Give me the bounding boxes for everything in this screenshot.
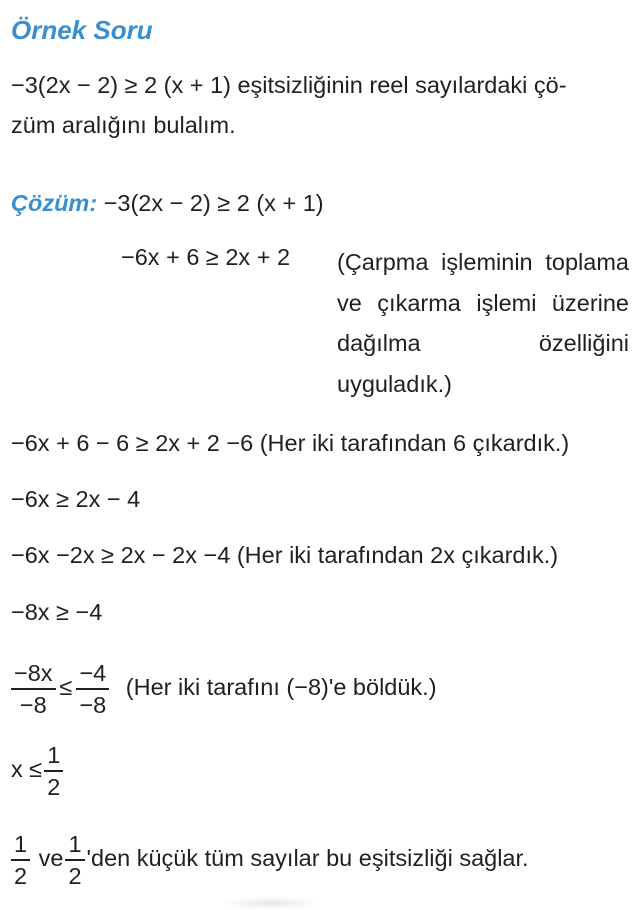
conclusion-numerator-2: 1 bbox=[65, 829, 84, 861]
step6-right-fraction bbox=[76, 658, 109, 720]
step7-numerator: 1 bbox=[44, 740, 63, 772]
conclusion-row bbox=[9, 829, 529, 891]
solution-expression: −3(2x − 2) ≥ 2 (x + 1) bbox=[103, 190, 324, 216]
step7-row bbox=[11, 740, 65, 802]
step6-operator: ≤ bbox=[59, 674, 73, 701]
conclusion-text: 'den küçük tüm sayılar bu eşitsizliği sağlar. bbox=[86, 845, 529, 872]
step1-note: (Çarpma işleminin toplama ve çıkarma işlemi üzerine dağılma özelliğini uyguladık.) bbox=[337, 249, 629, 397]
step6-left-numerator: −8x bbox=[11, 658, 56, 690]
step7-fraction bbox=[44, 740, 63, 802]
step6-right-denominator: −8 bbox=[79, 692, 107, 718]
conclusion-denominator-1: 2 bbox=[14, 863, 28, 889]
step6-left-denominator: −8 bbox=[19, 692, 47, 718]
step5-line: −8x ≥ −4 bbox=[11, 599, 103, 625]
conclusion-fraction-1 bbox=[11, 829, 30, 891]
solution-row bbox=[11, 188, 324, 218]
question-line-2: züm aralığını bulalım. bbox=[11, 112, 236, 138]
conclusion-denominator-2: 2 bbox=[68, 863, 82, 889]
step6-row bbox=[9, 658, 437, 720]
conclusion-and: ve bbox=[38, 845, 64, 872]
conclusion-numerator-1: 1 bbox=[11, 829, 30, 861]
step4-line: −6x −2x ≥ 2x − 2x −4 (Her iki tarafından 2x çıkardık.) bbox=[11, 542, 559, 568]
solution-label: Çözüm: bbox=[11, 190, 98, 216]
conclusion-fraction-2 bbox=[65, 829, 84, 891]
step2-line: −6x + 6 − 6 ≥ 2x + 2 −6 (Her iki tarafından 6 çıkardık.) bbox=[11, 430, 570, 456]
step1-expression: −6x + 6 ≥ 2x + 2 bbox=[121, 244, 291, 270]
step6-note: (Her iki tarafını (−8)'e böldük.) bbox=[125, 674, 437, 701]
step7-denominator: 2 bbox=[47, 774, 61, 800]
step3-line: −6x ≥ 2x − 4 bbox=[11, 486, 141, 512]
question-line-1: −3(2x − 2) ≥ 2 (x + 1) eşitsizliğinin reel sayılardaki çö- bbox=[11, 72, 567, 98]
example-heading: Örnek Soru bbox=[11, 15, 153, 45]
step6-right-numerator: −4 bbox=[76, 658, 109, 690]
step6-left-fraction bbox=[11, 658, 56, 720]
step7-lhs: x ≤ bbox=[11, 756, 43, 783]
page-edge-shadow bbox=[220, 896, 320, 910]
